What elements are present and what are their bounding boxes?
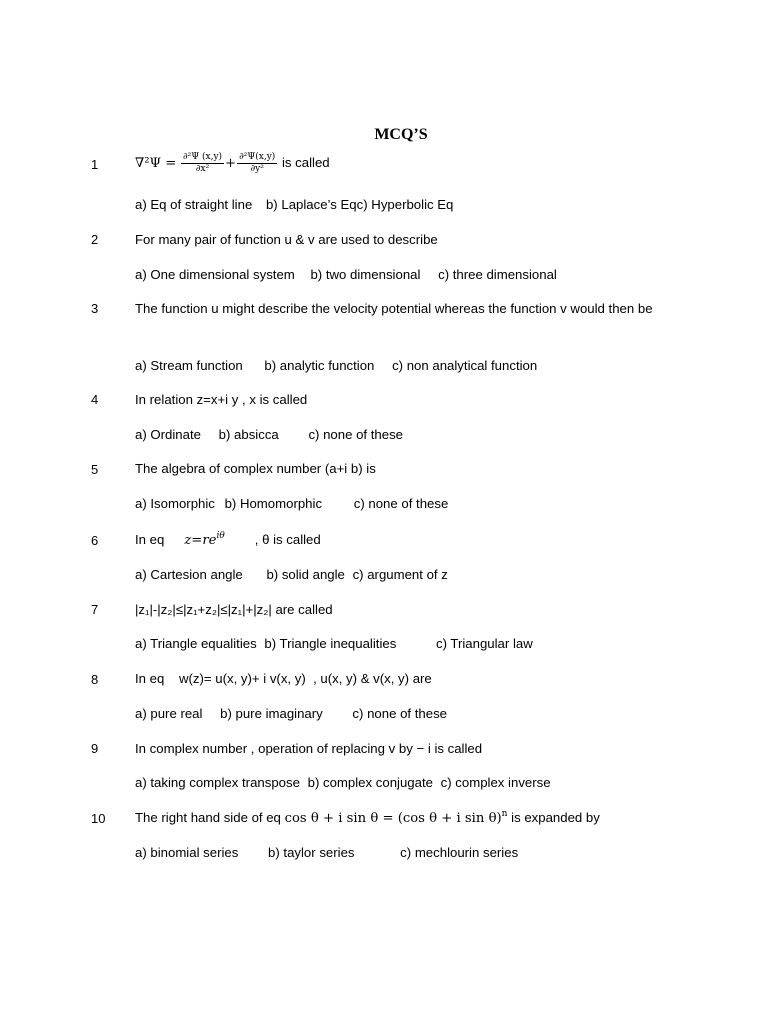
option-a: a) taking complex transpose bbox=[135, 775, 300, 790]
answer-options bbox=[135, 566, 448, 584]
question-prefix: In eq bbox=[135, 532, 165, 547]
option-c: c) Triangular law bbox=[435, 636, 533, 651]
question-text: In complex number , operation of replacing v by − i is called bbox=[135, 741, 483, 756]
question-number: 5 bbox=[91, 462, 99, 477]
answer-options bbox=[135, 844, 518, 862]
question-text: In eq w(z)= u(x, y)+ i v(x, y) , u(x, y) & v(x, y) are bbox=[135, 671, 432, 686]
option-c: c) argument of z bbox=[352, 567, 448, 582]
option-a: a) binomial series bbox=[135, 845, 239, 860]
question-prefix: The right hand side of eq bbox=[135, 810, 281, 825]
option-b: b) two dimensional bbox=[310, 267, 421, 282]
answer-options bbox=[135, 196, 453, 214]
option-b: b) Triangle inequalities bbox=[264, 636, 397, 651]
question-number: 10 bbox=[91, 811, 106, 826]
option-a: a) Triangle equalities bbox=[135, 636, 257, 651]
option-c: c) none of these bbox=[352, 706, 447, 721]
question-text: The function u might describe the velocity potential whereas the function v would then be bbox=[135, 301, 653, 316]
option-a: a) Cartesion angle bbox=[135, 567, 243, 582]
answer-options bbox=[135, 705, 447, 723]
question-text: For many pair of function u & v are used to describe bbox=[135, 232, 438, 247]
option-a: a) Eq of straight line bbox=[135, 197, 253, 212]
option-c: c) mechlourin series bbox=[400, 845, 519, 860]
option-b: b) absicca bbox=[218, 427, 279, 442]
option-b: b) complex conjugate bbox=[307, 775, 433, 790]
question-number: 2 bbox=[91, 232, 99, 247]
question-text bbox=[135, 529, 680, 551]
question-number: 1 bbox=[91, 157, 99, 172]
answer-options bbox=[135, 635, 533, 653]
option-a: a) Stream function bbox=[135, 358, 243, 373]
question-number: 6 bbox=[91, 533, 99, 548]
option-c: c) none of these bbox=[308, 427, 404, 442]
option-c: c) complex inverse bbox=[440, 775, 551, 790]
question-number: 4 bbox=[91, 392, 99, 407]
option-c: c) non analytical function bbox=[392, 358, 538, 373]
option-a: a) Isomorphic bbox=[135, 496, 215, 511]
question-suffix: is expanded by bbox=[511, 810, 600, 825]
option-a: a) One dimensional system bbox=[135, 267, 295, 282]
question-text: In relation z=x+i y , x is called bbox=[135, 392, 308, 407]
option-c: c) three dimensional bbox=[438, 267, 557, 282]
option-b: b) solid angle bbox=[266, 567, 345, 582]
question-suffix: , θ is called bbox=[254, 532, 321, 547]
option-a: a) pure real bbox=[135, 706, 203, 721]
answer-options bbox=[135, 357, 537, 375]
question-number: 8 bbox=[91, 672, 99, 687]
option-a: a) Ordinate bbox=[135, 427, 201, 442]
option-b: b) Laplace’s Eq bbox=[265, 197, 357, 212]
option-c: c) none of these bbox=[353, 496, 449, 511]
equation: cos θ + i sin θ = (cos θ + i sin θ)$^n$ bbox=[284, 809, 508, 826]
option-b: b) Homomorphic bbox=[224, 496, 323, 511]
equation: $z=re^{i\theta}$ bbox=[184, 531, 225, 548]
answer-options bbox=[135, 774, 551, 792]
option-c: c) Hyperbolic Eq bbox=[356, 197, 454, 212]
question-number: 3 bbox=[91, 301, 99, 316]
answer-options bbox=[135, 426, 403, 444]
question-text bbox=[135, 807, 680, 829]
option-b: b) analytic function bbox=[264, 358, 375, 373]
fraction: $\frac{\text{∂²Ψ(x,y)}}{\text{∂y²}}$ bbox=[239, 152, 276, 175]
equation-lhs: ∇²Ψ = bbox=[135, 156, 177, 171]
page-title: MCQ’S bbox=[374, 126, 428, 143]
option-b: b) pure imaginary bbox=[220, 706, 323, 721]
question-tail: is called bbox=[281, 155, 330, 170]
question-text: |z₁|-|z₂|≤|z₁+z₂|≤|z₁|+|z₂| are called bbox=[135, 602, 333, 617]
question-text: ∇²Ψ = $\frac{\text{∂²Ψ (x,y)}}{\text{∂x²}}$ + $\frac{\text{∂²Ψ(x,y)}}{\text{∂y²}}$ is called bbox=[135, 152, 330, 175]
fraction: $\frac{\text{∂²Ψ (x,y)}}{\text{∂x²}}$ bbox=[182, 152, 223, 175]
question-number: 9 bbox=[91, 741, 99, 756]
question-text: The algebra of complex number (a+i b) is bbox=[135, 461, 376, 476]
question-number: 7 bbox=[91, 602, 99, 617]
answer-options bbox=[135, 495, 448, 513]
option-b: b) taylor series bbox=[268, 845, 355, 860]
answer-options bbox=[135, 266, 557, 284]
